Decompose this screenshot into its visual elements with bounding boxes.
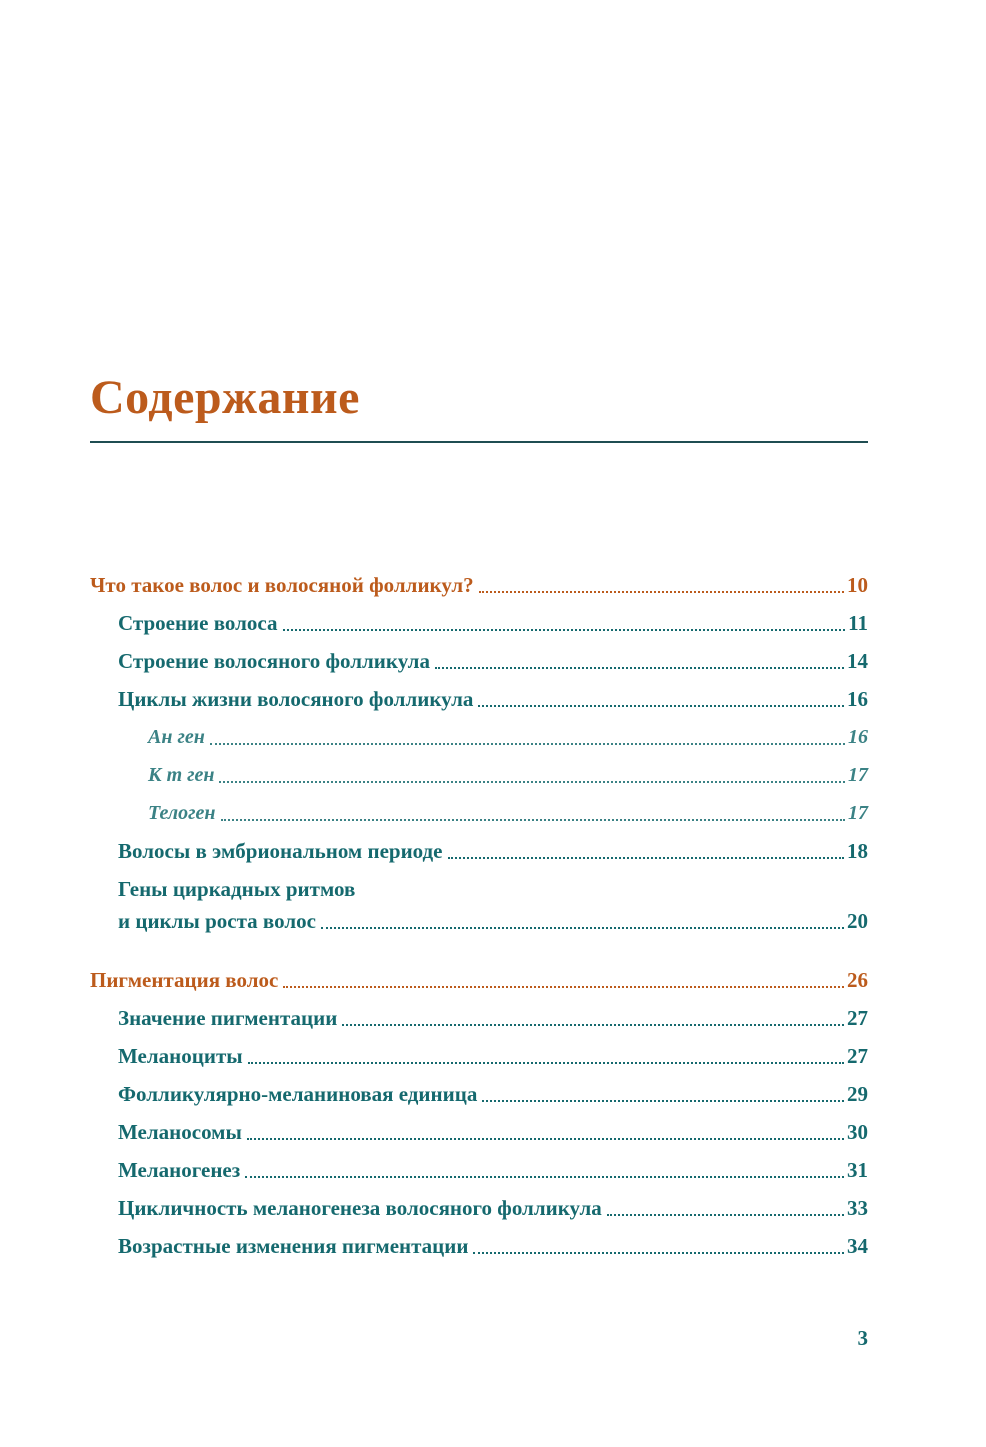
dot-leader (473, 1252, 844, 1254)
folio-page-number: 3 (857, 1326, 868, 1350)
toc-entry-label: Меланоциты (118, 1044, 243, 1069)
toc-entry-label: Возрастные изменения пигментации (118, 1234, 469, 1259)
toc-entry (90, 1082, 868, 1107)
dot-leader (210, 743, 845, 745)
toc-entry-page: 11 (848, 611, 868, 636)
toc-entry-page: 17 (848, 802, 868, 825)
dot-leader (607, 1214, 844, 1216)
toc-entry-page: 31 (847, 1158, 868, 1183)
toc-entry (90, 1044, 868, 1069)
toc-entry-label: Строение волосяного фолликула (118, 649, 430, 674)
toc-entry-page: 18 (847, 839, 868, 864)
toc-entry (90, 649, 868, 674)
toc-entry (90, 1120, 868, 1145)
toc-entry (90, 611, 868, 636)
toc-entry (90, 1234, 868, 1259)
title-rule (90, 441, 868, 443)
dot-leader (482, 1100, 844, 1102)
toc-entry-label: Что такое волос и волосяной фолликул? (90, 573, 474, 598)
toc-entry-label: Цикличность меланогенеза волосяного фолликула (118, 1196, 602, 1221)
dot-leader (219, 781, 845, 783)
toc-subentry (90, 801, 868, 826)
dot-leader (283, 986, 844, 988)
toc-entry-page: 34 (847, 1234, 868, 1259)
dot-leader (283, 629, 846, 631)
dot-leader (342, 1024, 844, 1026)
toc-entry-page: 29 (847, 1082, 868, 1107)
toc-entry-label: Гены циркадных ритмов (118, 877, 356, 902)
toc-entry (90, 839, 868, 864)
dot-leader (247, 1138, 844, 1140)
toc-entry (90, 1006, 868, 1031)
toc-entry-page: 10 (847, 573, 868, 598)
toc-entry (90, 687, 868, 712)
toc-entry-label: Меланосомы (118, 1120, 242, 1145)
page-content (90, 0, 868, 1272)
toc-entry-page: 30 (847, 1120, 868, 1145)
table-of-contents (90, 573, 868, 1259)
toc-entry-page: 16 (848, 726, 868, 749)
toc-entry (90, 1158, 868, 1183)
toc-entry-line2 (90, 909, 868, 934)
toc-entry-label: Волосы в эмбриональном периоде (118, 839, 443, 864)
dot-leader (435, 667, 844, 669)
toc-entry-page: 33 (847, 1196, 868, 1221)
toc-entry-label: и циклы роста волос (118, 909, 316, 934)
dot-leader (248, 1062, 844, 1064)
toc-entry (90, 1196, 868, 1221)
toc-section-heading (90, 968, 868, 993)
dot-leader (448, 857, 844, 859)
toc-entry-page: 26 (847, 968, 868, 993)
toc-entry-label: Циклы жизни волосяного фолликула (118, 687, 474, 712)
toc-entry-label: Строение волоса (118, 611, 278, 636)
dot-leader (478, 705, 844, 707)
toc-entry-page: 14 (847, 649, 868, 674)
toc-entry-label: Фолликулярно-меланиновая единица (118, 1082, 478, 1107)
toc-entry-label: Значение пигментации (118, 1006, 338, 1031)
toc-subentry (90, 763, 868, 788)
toc-entry-label: К т ген (148, 764, 215, 787)
toc-entry-page: 27 (847, 1006, 868, 1031)
dot-leader (321, 927, 844, 929)
toc-entry-label: Пигментация волос (90, 968, 279, 993)
toc-entry-page: 17 (848, 764, 868, 787)
toc-entry-page: 20 (847, 909, 868, 934)
toc-entry-label: Телоген (148, 802, 216, 825)
page-title: Содержание (90, 371, 360, 424)
toc-entry-page: 16 (847, 687, 868, 712)
dot-leader (479, 591, 844, 593)
toc-subentry (90, 725, 868, 750)
toc-section-heading (90, 573, 868, 598)
toc-entry-line1 (90, 877, 868, 902)
toc-entry-label: Меланогенез (118, 1158, 241, 1183)
dot-leader (245, 1176, 844, 1178)
toc-entry-page: 27 (847, 1044, 868, 1069)
dot-leader (221, 819, 846, 821)
toc-entry-label: Ан ген (148, 726, 205, 749)
